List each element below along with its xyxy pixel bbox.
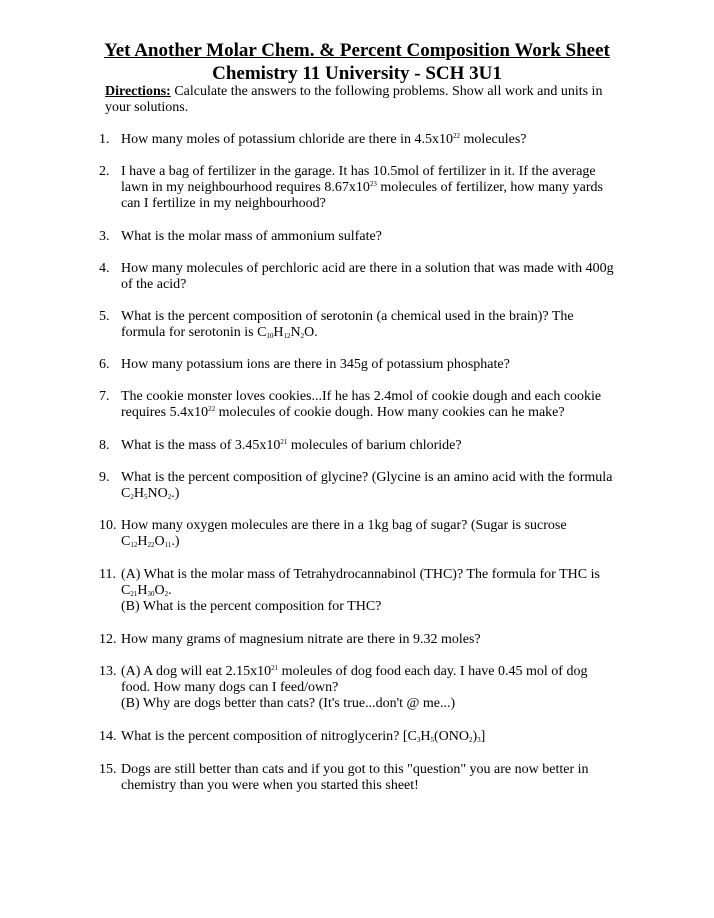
question-number: 4.	[99, 261, 110, 276]
question-line: Dogs are still better than cats and if you got to this "question" you are now better in chemistry than you were when you started this sheet!	[121, 762, 589, 793]
question-number: 1.	[99, 132, 110, 147]
directions	[105, 84, 615, 116]
question-text	[121, 438, 614, 454]
course-title: Chemistry 11 University - SCH 3U1	[212, 63, 502, 84]
question-line: How many molecules of perchloric acid are there in a solution that was made with 400g of the acid?	[121, 261, 614, 292]
worksheet-title: Yet Another Molar Chem. & Percent Composition Work Sheet	[104, 40, 610, 61]
question-number: 13.	[99, 664, 117, 679]
directions-text: Calculate the answers to the following problems. Show all work and units in your solutions.	[105, 84, 603, 115]
question-text	[121, 164, 614, 212]
question-line: How many potassium ions are there in 345g of potassium phosphate?	[121, 357, 510, 372]
question-line: (A) What is the molar mass of Tetrahydrocannabinol (THC)? The formula for THC is $C_{21}H_{30}O_2$.	[121, 567, 600, 598]
question-number: 5.	[99, 309, 110, 324]
question-line: What is the mass of $3.45x10^{21}$ molecules of barium chloride?	[121, 438, 462, 453]
question-text	[121, 229, 614, 245]
question-number: 9.	[99, 470, 110, 485]
question-text	[121, 567, 614, 615]
question-text	[121, 632, 614, 648]
question-line: The cookie monster loves cookies...If he has 2.4mol of cookie dough and each cookie requires $5.4x10^{22}$ molecules of cookie dough. How many cookies can he make?	[121, 389, 602, 420]
question-line: How many grams of magnesium nitrate are there in 9.32 moles?	[121, 632, 481, 647]
question-text	[121, 132, 614, 148]
question-line: What is the percent composition of glycine? (Glycine is an amino acid with the formula $C_2H_5NO_2$.)	[121, 470, 613, 501]
question-number: 2.	[99, 164, 110, 179]
question-number: 3.	[99, 229, 110, 244]
question-text	[121, 261, 614, 293]
question-text	[121, 762, 614, 794]
question-number: 14.	[99, 729, 117, 744]
question-line: What is the molar mass of ammonium sulfate?	[121, 229, 382, 244]
question-text	[121, 470, 614, 502]
question-text	[121, 309, 614, 341]
question-number: 10.	[99, 518, 117, 533]
question-line: (A) A dog will eat $2.15x10^{21}$ moleules of dog food each day. I have 0.45 mol of dog food. How many dogs can I feed/own?	[121, 664, 588, 695]
question-line: I have a bag of fertilizer in the garage. It has 10.5mol of fertilizer in it. If the average lawn in my neighbourhood requires $8.67x10^{23}$ molecules of fertilizer, how many yards can I fertilize in my neighbourhood?	[121, 164, 603, 211]
question-text	[121, 357, 614, 373]
question-number: 15.	[99, 762, 117, 777]
directions-label: Directions:	[105, 84, 171, 99]
question-text	[121, 729, 614, 745]
question-number: 6.	[99, 357, 110, 372]
question-line: What is the percent composition of nitroglycerin? $[C_3H_5(ONO_2)_3]$	[121, 729, 486, 744]
question-text	[121, 518, 614, 550]
question-text	[121, 664, 614, 712]
question-line: (B) Why are dogs better than cats? (It's true...don't @ me...)	[121, 696, 456, 711]
question-line: (B) What is the percent composition for THC?	[121, 599, 382, 614]
question-number: 12.	[99, 632, 117, 647]
question-number: 11.	[99, 567, 116, 582]
question-number: 8.	[99, 438, 110, 453]
question-text	[121, 389, 614, 421]
question-line: What is the percent composition of serotonin (a chemical used in the brain)? The formula for serotonin is $C_{10}H_{12}N_2O$.	[121, 309, 574, 340]
question-line: How many oxygen molecules are there in a 1kg bag of sugar? (Sugar is sucrose $C_{12}H_{22}O_{11}$.)	[121, 518, 567, 549]
question-line: How many moles of potassium chloride are there in $4.5x10^{22}$ molecules?	[121, 132, 527, 147]
question-number: 7.	[99, 389, 110, 404]
